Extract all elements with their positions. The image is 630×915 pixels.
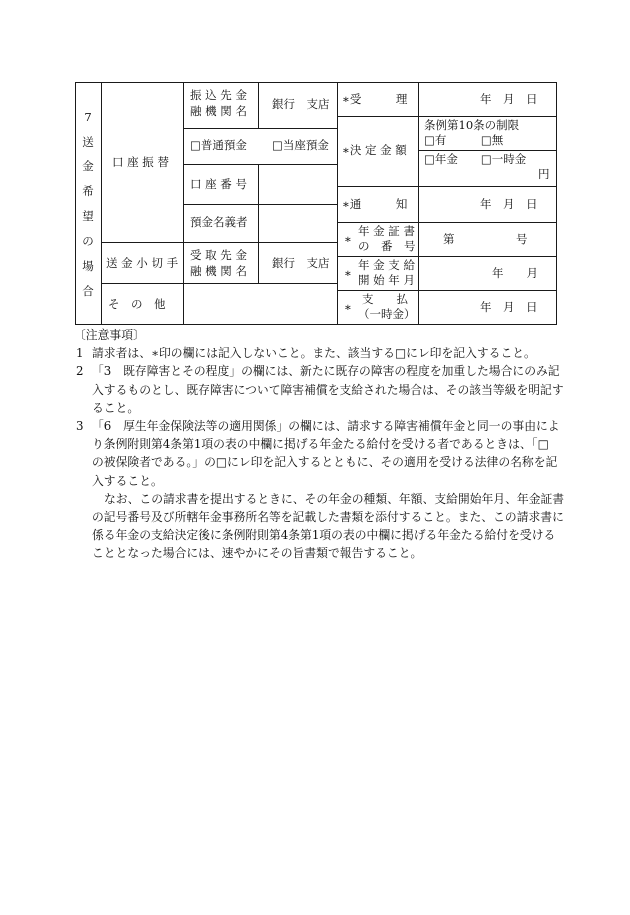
bank-branch-field: 銀行 支店 — [272, 256, 330, 270]
label-kaishi-line1: 年 金 支 給 — [358, 258, 415, 272]
label-sokin-kogitte: 送 金 小 切 手 — [106, 256, 179, 270]
notes-heading: 〔注意事項〕 — [74, 328, 145, 342]
value-tsuchi-date: 年 月 日 — [480, 197, 538, 211]
label-furikomi-line2: 融 機 関 名 — [190, 104, 247, 118]
star-mark: ∗ — [344, 232, 352, 246]
unit-yen: 円 — [538, 167, 550, 181]
label-kettei-kingaku: ∗決 定 金 額 — [342, 143, 407, 157]
label-tsuchi: ∗通 知 — [342, 197, 408, 211]
label-koza-furikae: 口 座 振 替 — [112, 155, 169, 169]
label-uketori-line1: 受 取 先 金 — [190, 248, 247, 262]
side-char: 望 — [82, 209, 94, 223]
label-shosho-line2: の 番 号 — [358, 239, 416, 253]
note-number: 1 — [76, 346, 84, 361]
label-shosho-line1: 年 金 証 書 — [358, 224, 415, 238]
label-furikomi-line1: 振 込 先 金 — [190, 88, 247, 102]
note-item-1 — [76, 344, 566, 362]
notes-section — [74, 326, 585, 563]
side-char: 金 — [82, 159, 94, 173]
value-shosho-go: 号 — [516, 232, 528, 246]
note-number: 3 — [76, 419, 84, 434]
label-juri: ∗受 理 — [342, 92, 408, 106]
value-shosho-dai: 第 — [443, 232, 455, 246]
label-shiharai-line1: 支 払 — [362, 292, 408, 306]
value-juri-date: 年 月 日 — [480, 92, 538, 106]
note-text: 「3 既存障害とその程度」の欄には、新たに既存の障害の程度を加重した場合にのみ記入するものとし、既存障害について障害補償を支給された場合は、その該当等級を明記すること。 — [92, 364, 564, 415]
value-kaishi-month: 年 月 — [492, 266, 538, 280]
side-char: 合 — [82, 284, 94, 298]
label-yokin-meigi: 預金名義者 — [190, 215, 248, 229]
checkbox-seigen-options: □有 □無 — [424, 133, 504, 147]
note-text: 「6 厚生年金保険法等の適用関係」の欄には、請求する障害補償年金と同一の事由により条例附則第4条第1項の表の中欄に掲げる年金たる給付を受ける者であるときは、「□ の被保険者である。」の□にレ印を記入するとともに、その適用を受ける法律の名称を記入すること。 — [92, 419, 585, 488]
note-text: 請求者は、∗印の欄には記入しないこと。また、該当する□にレ印を記入すること。 — [92, 346, 536, 361]
label-uketori-line2: 融 機 関 名 — [190, 264, 247, 278]
checkbox-futsu-yokin: □普通預金 — [190, 138, 247, 152]
label-seigen-title: 条例第10条の制限 — [424, 118, 520, 132]
note-number: 2 — [76, 364, 84, 379]
label-kaishi-line2: 開 始 年 月 — [358, 273, 415, 287]
side-char: 場 — [82, 259, 94, 273]
checkbox-nenkin-options: □年金 □一時金 — [424, 152, 527, 166]
label-shiharai-line2: （一時金） — [358, 307, 416, 321]
note-item-3 — [76, 417, 585, 490]
star-mark: ∗ — [344, 266, 352, 280]
value-shiharai-date: 年 月 日 — [480, 300, 538, 314]
side-char: の — [82, 234, 94, 248]
label-koza-bango: 口 座 番 号 — [190, 177, 247, 191]
note-supplement: なお、この請求書を提出するときに、その年金の種類、年額、支給開始年月、年金証書の記号番号及び所轄年金事務所名等を記載した書類を添付すること。また、この請求書に係る年金の支給決定後に条例附則第4条第1項の表の中欄に掲げる年金たる給付を受けることとなった場合には、速やかにその旨書類で報告すること。 — [92, 491, 565, 561]
label-sonota: そ の 他 — [108, 297, 166, 311]
checkbox-toza-yokin: □当座預金 — [272, 138, 329, 152]
side-char: 送 — [82, 135, 94, 149]
side-number: 7 — [84, 110, 92, 124]
bank-branch-field: 銀行 支店 — [272, 97, 330, 111]
star-mark: ∗ — [344, 300, 352, 314]
note-item-2 — [76, 362, 566, 417]
side-char: 希 — [82, 184, 94, 198]
